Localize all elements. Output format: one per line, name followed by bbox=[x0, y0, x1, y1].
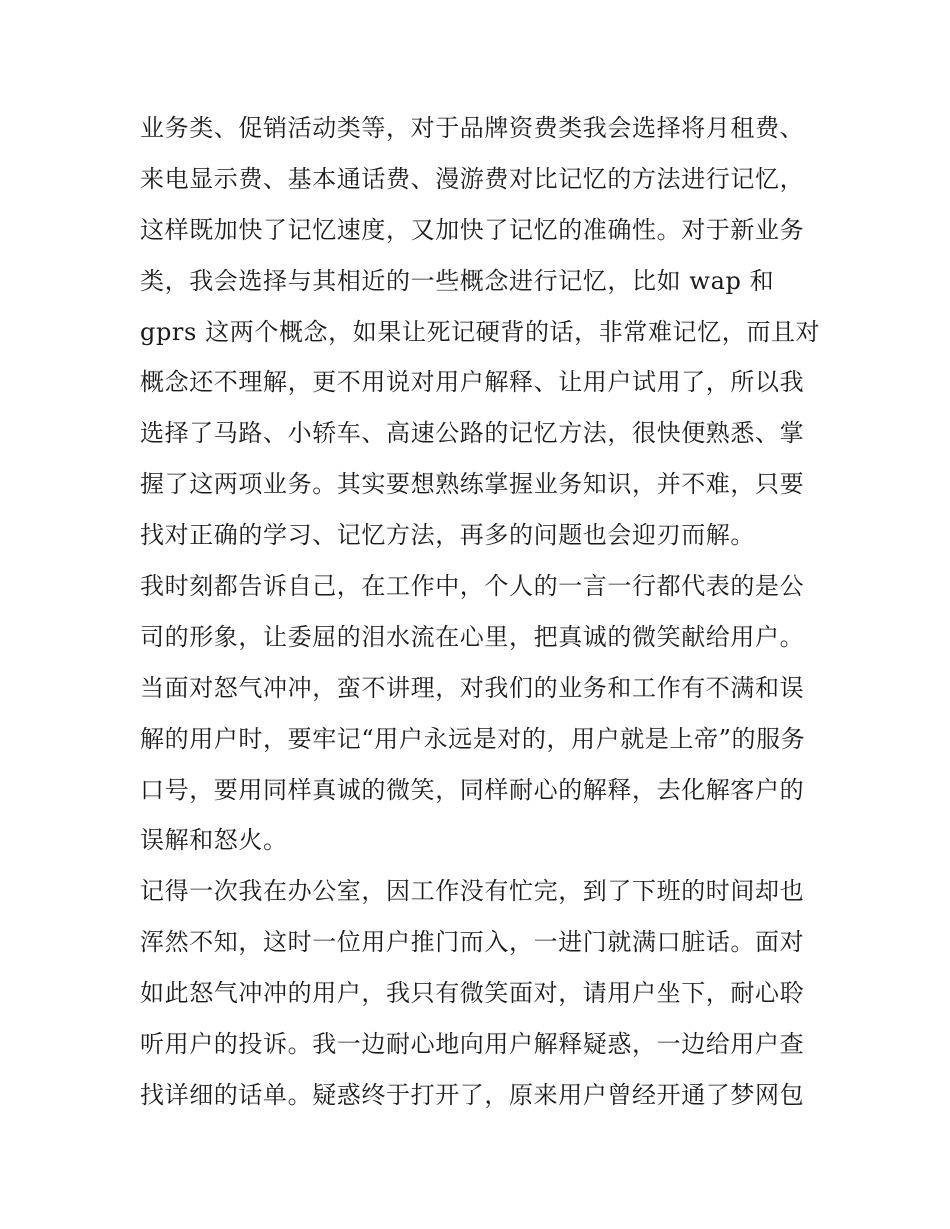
text-line: 浑然不知，这时一位用户推门而入，一进门就满口脏话。面对 bbox=[140, 928, 805, 957]
text-line: 口号，要用同样真诚的微笑，同样耐心的解释，去化解客户的 bbox=[140, 775, 805, 804]
text-line: 业务类、促销活动类等，对于品牌资费类我会选择将月租费、 bbox=[140, 114, 805, 142]
text-line: 来电显示费、基本通话费、漫游费对比记忆的方法进行记忆， bbox=[140, 164, 805, 193]
text-line: 这样既加快了记忆速度，又加快了记忆的准确性。对于新业务 bbox=[140, 215, 805, 244]
text-line: 概念还不理解，更不用说对用户解释、让用户试用了，所以我 bbox=[140, 368, 805, 397]
text-line: 类，我会选择与其相近的一些概念进行记忆，比如 wap 和 bbox=[140, 266, 775, 295]
text-line: 我时刻都告诉自己，在工作中，个人的一言一行都代表的是公 bbox=[140, 572, 805, 601]
text-line: 如此怒气冲冲的用户，我只有微笑面对，请用户坐下，耐心聆 bbox=[140, 979, 805, 1008]
text-line: 当面对怒气冲冲，蛮不讲理，对我们的业务和工作有不满和误 bbox=[140, 673, 805, 702]
text-line: 解的用户时，要牢记“用户永远是对的，用户就是上帝”的服务 bbox=[140, 724, 806, 753]
text-line: 握了这两项业务。其实要想熟练掌握业务知识，并不难，只要 bbox=[140, 470, 805, 499]
text-line: 记得一次我在办公室，因工作没有忙完，到了下班的时间却也 bbox=[140, 877, 805, 906]
text-line: gprs 这两个概念，如果让死记硬背的话，非常难记忆，而且对 bbox=[140, 317, 821, 346]
text-line: 找对正确的学习、记忆方法，再多的问题也会迎刃而解。 bbox=[140, 521, 755, 550]
body-text bbox=[140, 103, 820, 1121]
text-line: 司的形象，让委屈的泪水流在心里，把真诚的微笑献给用户。 bbox=[140, 622, 805, 651]
text-line: 选择了马路、小轿车、高速公路的记忆方法，很快便熟悉、掌 bbox=[140, 419, 805, 448]
text-line: 误解和怒火。 bbox=[140, 826, 288, 855]
text-line: 找详细的话单。疑惑终于打开了，原来用户曾经开通了梦网包 bbox=[140, 1080, 805, 1109]
text-line: 听用户的投诉。我一边耐心地向用户解释疑惑，一边给用户查 bbox=[140, 1030, 805, 1059]
